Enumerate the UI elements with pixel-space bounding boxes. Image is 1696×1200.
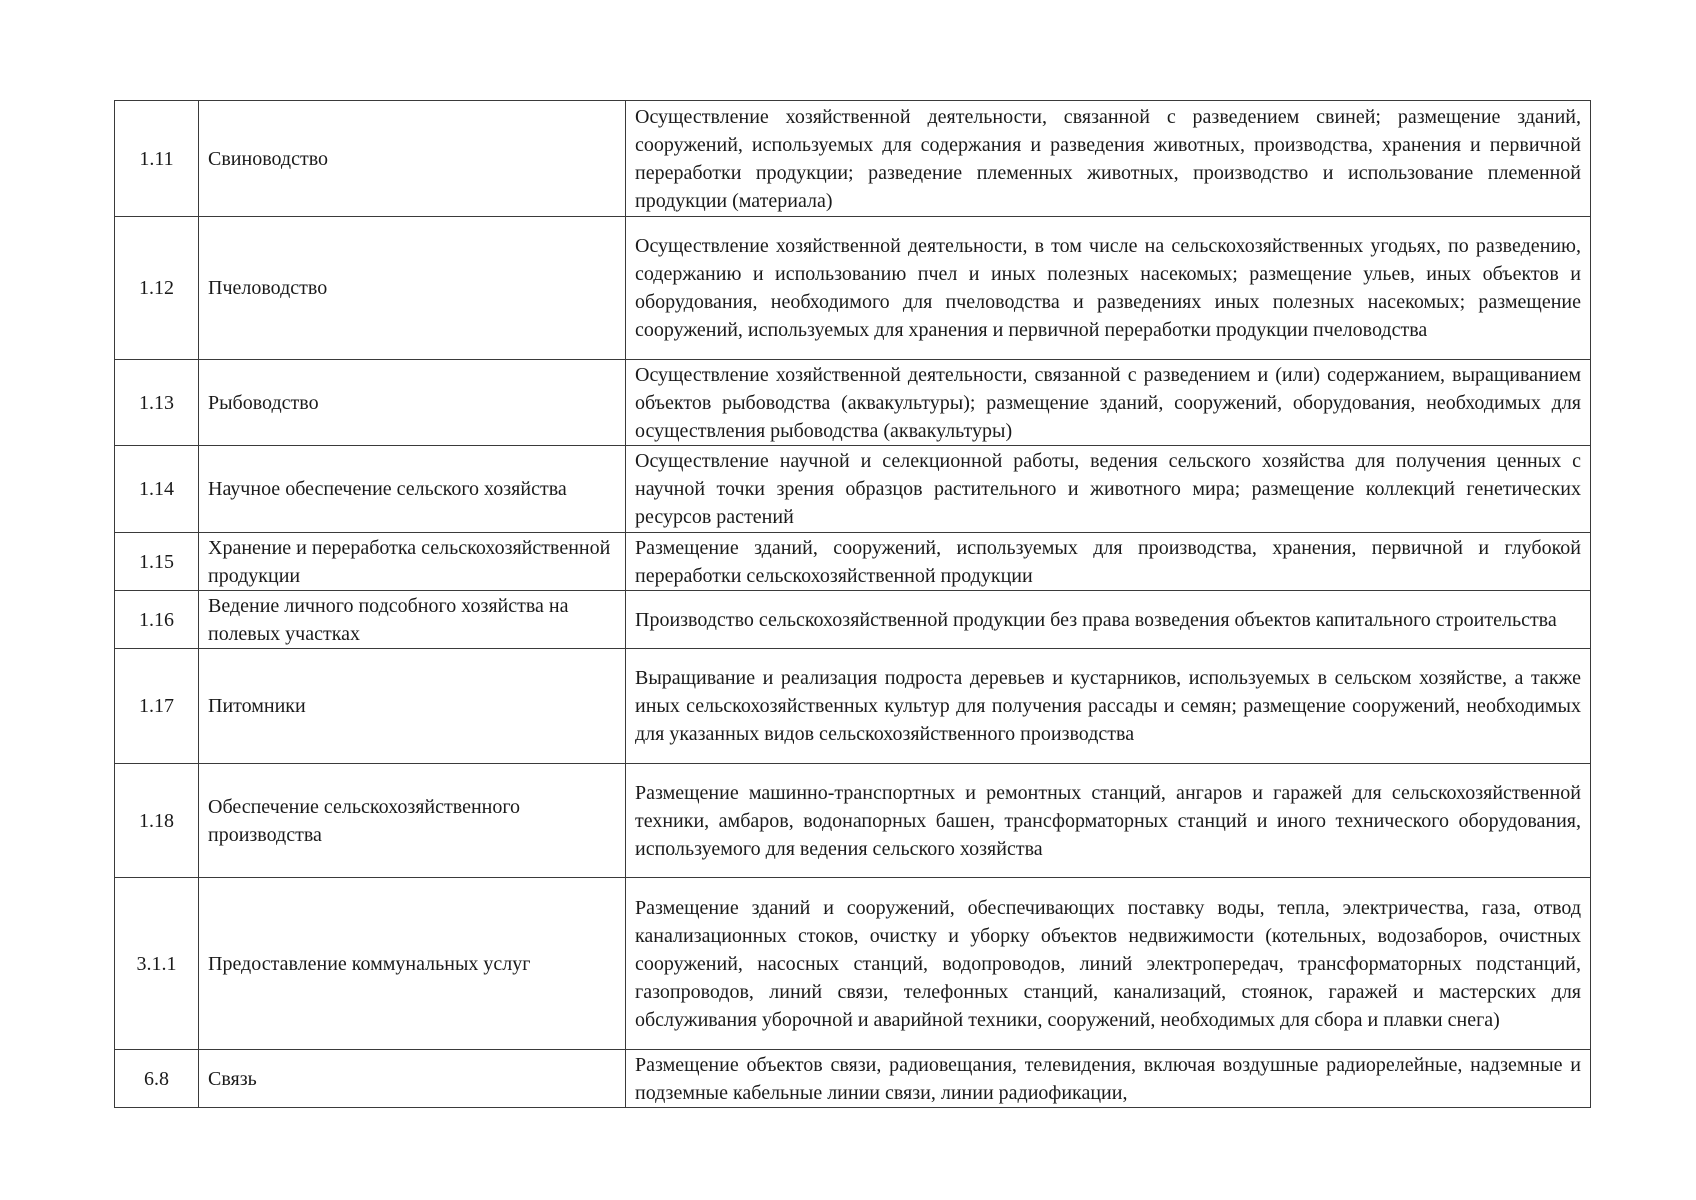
row-code: 3.1.1 (115, 878, 199, 1050)
row-description: Осуществление хозяйственной деятельности, связанной с разведением свиней; размещение зданий, сооружений, используемых для содержания и разведения животных, производства, хранения и первичной переработки продукции; разведение племенных животных, производство и использование племенной продукции (материала) (626, 101, 1591, 217)
row-name: Питомники (199, 649, 626, 764)
row-name: Рыбоводство (199, 360, 626, 446)
table-row (115, 217, 1591, 360)
document-page (114, 100, 1590, 1108)
table-row (115, 764, 1591, 878)
table-row (115, 878, 1591, 1050)
table-row (115, 360, 1591, 446)
row-description: Размещение машинно-транспортных и ремонтных станций, ангаров и гаражей для сельскохозяйственной техники, амбаров, водонапорных башен, трансформаторных станций и иного технического оборудования, используемого для ведения сельского хозяйства (626, 764, 1591, 878)
row-description: Размещение объектов связи, радиовещания, телевидения, включая воздушные радиорелейные, надземные и подземные кабельные линии связи, линии радиофикации, (626, 1050, 1591, 1108)
row-code: 1.17 (115, 649, 199, 764)
row-description: Осуществление хозяйственной деятельности, связанной с разведением и (или) содержанием, выращиванием объектов рыбоводства (аквакультуры); размещение зданий, сооружений, оборудования, необходимых для осуществления рыбоводства (аквакультуры) (626, 360, 1591, 446)
row-code: 1.13 (115, 360, 199, 446)
row-name: Обеспечение сельскохозяйственного производства (199, 764, 626, 878)
row-description: Размещение зданий и сооружений, обеспечивающих поставку воды, тепла, электричества, газа, отвод канализационных стоков, очистку и уборку объектов недвижимости (котельных, водозаборов, очистных сооружений, насосных станций, водопроводов, линий электропередач, трансформаторных подстанций, газопроводов, линий связи, телефонных станций, канализаций, стоянок, гаражей и мастерских для обслуживания уборочной и аварийной техники, сооружений, необходимых для сбора и плавки снега) (626, 878, 1591, 1050)
row-name: Ведение личного подсобного хозяйства на полевых участках (199, 591, 626, 649)
row-description: Производство сельскохозяйственной продукции без права возведения объектов капитального строительства (626, 591, 1591, 649)
row-name: Предоставление коммунальных услуг (199, 878, 626, 1050)
row-code: 6.8 (115, 1050, 199, 1108)
row-name: Пчеловодство (199, 217, 626, 360)
row-code: 1.16 (115, 591, 199, 649)
row-name: Научное обеспечение сельского хозяйства (199, 446, 626, 533)
row-description: Осуществление хозяйственной деятельности, в том числе на сельскохозяйственных угодьях, по разведению, содержанию и использованию пчел и иных полезных насекомых; размещение ульев, иных объектов и оборудования, необходимого для пчеловодства и разведениях иных полезных насекомых; размещение сооружений, используемых для хранения и первичной переработки продукции пчеловодства (626, 217, 1591, 360)
land-use-table (114, 100, 1591, 1108)
row-description: Размещение зданий, сооружений, используемых для производства, хранения, первичной и глубокой переработки сельскохозяйственной продукции (626, 533, 1591, 591)
row-description: Выращивание и реализация подроста деревьев и кустарников, используемых в сельском хозяйстве, а также иных сельскохозяйственных культур для получения рассады и семян; размещение сооружений, необходимых для указанных видов сельскохозяйственного производства (626, 649, 1591, 764)
table-row (115, 446, 1591, 533)
row-code: 1.15 (115, 533, 199, 591)
row-code: 1.12 (115, 217, 199, 360)
row-name: Свиноводство (199, 101, 626, 217)
table-row (115, 649, 1591, 764)
row-code: 1.18 (115, 764, 199, 878)
table-row (115, 591, 1591, 649)
table-row (115, 101, 1591, 217)
table-row (115, 1050, 1591, 1108)
table-row (115, 533, 1591, 591)
row-name: Связь (199, 1050, 626, 1108)
row-name: Хранение и переработка сельскохозяйственной продукции (199, 533, 626, 591)
row-code: 1.11 (115, 101, 199, 217)
row-code: 1.14 (115, 446, 199, 533)
row-description: Осуществление научной и селекционной работы, ведения сельского хозяйства для получения ценных с научной точки зрения образцов растительного и животного мира; размещение коллекций генетических ресурсов растений (626, 446, 1591, 533)
